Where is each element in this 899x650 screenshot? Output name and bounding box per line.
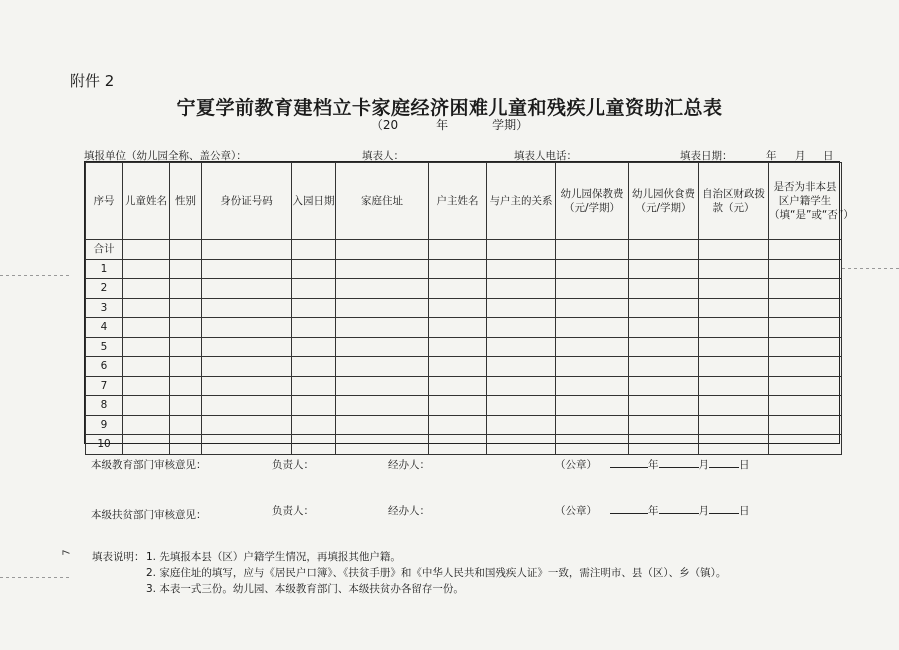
table-cell [699, 357, 769, 377]
table-cell [699, 415, 769, 435]
table-cell [699, 240, 769, 260]
meta-unit: 填报单位（幼儿园全称、盖公章）： [84, 150, 247, 162]
table-cell [629, 279, 699, 299]
table-cell [292, 240, 336, 260]
edu-date-day: 日 [739, 459, 750, 471]
table-cell [556, 337, 629, 357]
table-cell [170, 318, 202, 338]
header-nonlocal-household: 是否为非本县区户籍学生（填“是”或“否”） [769, 163, 842, 240]
table-cell [170, 357, 202, 377]
table-cell [292, 279, 336, 299]
meta-phone: 填表人电话： [514, 150, 577, 162]
table-cell [202, 240, 292, 260]
table-cell [769, 435, 842, 455]
fold-mark-left [0, 275, 70, 276]
table-cell [123, 415, 170, 435]
table-cell [123, 435, 170, 455]
header-relation: 与户主的关系 [487, 163, 556, 240]
table-cell [336, 279, 429, 299]
table-cell [202, 415, 292, 435]
meta-day: 日 [823, 150, 834, 162]
table-cell [699, 318, 769, 338]
table-cell [202, 279, 292, 299]
table-cell [629, 357, 699, 377]
table-cell [292, 337, 336, 357]
table-cell [292, 357, 336, 377]
row-label: 9 [86, 415, 123, 435]
table-cell [170, 298, 202, 318]
header-region-funding: 自治区财政拨款（元） [699, 163, 769, 240]
table-cell [429, 337, 487, 357]
table-cell [556, 357, 629, 377]
table-cell [336, 298, 429, 318]
header-address: 家庭住址 [336, 163, 429, 240]
table-cell [123, 298, 170, 318]
table-cell [123, 396, 170, 416]
meta-year: 年 [766, 150, 777, 162]
header-id-number: 身份证号码 [202, 163, 292, 240]
table-cell [769, 376, 842, 396]
note-item-1: 1. 先填报本县（区）户籍学生情况，再填报其他户籍。 [146, 551, 401, 563]
table-row [86, 435, 842, 455]
poverty-date-year: 年 [648, 505, 659, 517]
table-cell [336, 240, 429, 260]
table-cell [429, 318, 487, 338]
table-cell [123, 259, 170, 279]
row-label: 合计 [86, 240, 123, 260]
header-gender: 性别 [170, 163, 202, 240]
table-cell [170, 396, 202, 416]
table-cell [429, 298, 487, 318]
note-item-3: 3. 本表一式三份。幼儿园、本级教育部门、本级扶贫办各留存一份。 [146, 583, 464, 595]
meta-month: 月 [795, 150, 806, 162]
table-cell [170, 337, 202, 357]
meta-date: 填表日期： [680, 150, 733, 162]
table-cell [336, 435, 429, 455]
table-cell [556, 396, 629, 416]
table-cell [769, 259, 842, 279]
header-index: 序号 [86, 163, 123, 240]
table-cell [292, 396, 336, 416]
table-cell [699, 298, 769, 318]
table-row [86, 318, 842, 338]
table-cell [123, 318, 170, 338]
table-cell [487, 415, 556, 435]
table-cell [336, 357, 429, 377]
table-cell [292, 435, 336, 455]
table-cell [202, 337, 292, 357]
table-cell [202, 376, 292, 396]
row-label: 1 [86, 259, 123, 279]
table-cell [699, 435, 769, 455]
table-cell [202, 298, 292, 318]
table-cell [769, 357, 842, 377]
header-meal-fee: 幼儿园伙食费（元/学期） [629, 163, 699, 240]
table-cell [336, 318, 429, 338]
table-cell [123, 376, 170, 396]
subtitle-year: 年 [436, 118, 449, 132]
table-cell [699, 376, 769, 396]
table-cell [556, 240, 629, 260]
page-mark: 7 [61, 549, 73, 556]
fold-mark-left-lower [0, 577, 70, 578]
fold-mark-right [842, 268, 899, 269]
table-cell [429, 415, 487, 435]
table-cell [487, 318, 556, 338]
edu-handler: 经办人： [388, 459, 430, 471]
row-label: 7 [86, 376, 123, 396]
table-cell [202, 318, 292, 338]
table-cell [336, 415, 429, 435]
table-cell [629, 259, 699, 279]
row-label: 10 [86, 435, 123, 455]
page-title: 宁夏学前教育建档立卡家庭经济困难儿童和残疾儿童资助汇总表 [176, 97, 723, 119]
table-cell [769, 396, 842, 416]
edu-date-year: 年 [648, 459, 659, 471]
edu-seal: （公章） [555, 459, 597, 471]
table-cell [429, 396, 487, 416]
table-cell [769, 415, 842, 435]
header-child-name: 儿童姓名 [123, 163, 170, 240]
header-enroll-date: 入园日期 [292, 163, 336, 240]
table-header-row [86, 163, 842, 240]
table-cell [487, 337, 556, 357]
edu-leader: 负责人： [272, 459, 314, 471]
table-cell [123, 357, 170, 377]
total-row [86, 240, 842, 260]
table-cell [699, 396, 769, 416]
table-row [86, 259, 842, 279]
notes-list [146, 549, 726, 597]
table-cell [556, 318, 629, 338]
meta-filler: 填表人： [362, 150, 404, 162]
table-cell [202, 435, 292, 455]
table-cell [556, 415, 629, 435]
notes-label: 填表说明： [92, 551, 145, 563]
table-cell [429, 279, 487, 299]
table-row [86, 279, 842, 299]
table-cell [487, 279, 556, 299]
row-label: 8 [86, 396, 123, 416]
table-cell [487, 240, 556, 260]
table-cell [487, 376, 556, 396]
table-cell [629, 240, 699, 260]
poverty-seal: （公章） [555, 505, 597, 517]
table-cell [699, 259, 769, 279]
row-label: 5 [86, 337, 123, 357]
table-cell [292, 259, 336, 279]
table-cell [769, 318, 842, 338]
table-cell [487, 357, 556, 377]
edu-dept-review: 本级教育部门审核意见： [91, 459, 207, 471]
poverty-date-month: 月 [698, 505, 709, 517]
table-cell [123, 240, 170, 260]
table-cell [556, 435, 629, 455]
row-label: 4 [86, 318, 123, 338]
table-row [86, 337, 842, 357]
table-cell [629, 415, 699, 435]
table-cell [487, 259, 556, 279]
edu-date [610, 457, 750, 472]
row-label: 3 [86, 298, 123, 318]
table-cell [487, 435, 556, 455]
poverty-dept-review: 本级扶贫部门审核意见： [91, 509, 207, 521]
poverty-leader: 负责人： [272, 505, 314, 517]
table-cell [202, 259, 292, 279]
table-cell [170, 279, 202, 299]
attachment-label: 附件 2 [70, 72, 115, 90]
table-cell [629, 337, 699, 357]
row-label: 2 [86, 279, 123, 299]
table-cell [769, 298, 842, 318]
table-row [86, 376, 842, 396]
table-cell [629, 396, 699, 416]
table-cell [487, 396, 556, 416]
table-cell [202, 357, 292, 377]
poverty-handler: 经办人： [388, 505, 430, 517]
table-cell [170, 435, 202, 455]
table-cell [202, 396, 292, 416]
subtitle-term: 学期） [492, 118, 529, 132]
poverty-date [610, 503, 750, 518]
table-cell [292, 415, 336, 435]
table-cell [123, 337, 170, 357]
table-cell [336, 337, 429, 357]
table-cell [556, 376, 629, 396]
table-cell [170, 376, 202, 396]
edu-date-month: 月 [698, 459, 709, 471]
table-cell [429, 259, 487, 279]
table-cell [336, 259, 429, 279]
table-cell [699, 279, 769, 299]
table-cell [629, 298, 699, 318]
table-cell [170, 240, 202, 260]
table-cell [769, 240, 842, 260]
table-cell [170, 259, 202, 279]
table-cell [292, 298, 336, 318]
table-cell [487, 298, 556, 318]
table-cell [629, 376, 699, 396]
header-householder: 户主姓名 [429, 163, 487, 240]
table-cell [170, 415, 202, 435]
table-cell [292, 376, 336, 396]
table-cell [292, 318, 336, 338]
table-row [86, 415, 842, 435]
table-cell [336, 396, 429, 416]
table-cell [769, 279, 842, 299]
table-cell [556, 279, 629, 299]
table-row [86, 357, 842, 377]
subsidy-summary-table [84, 161, 854, 451]
table-cell [769, 337, 842, 357]
poverty-date-day: 日 [739, 505, 750, 517]
table-cell [699, 337, 769, 357]
table-cell [429, 435, 487, 455]
note-item-2: 2. 家庭住址的填写，应与《居民户口簿》、《扶贫手册》和《中华人民共和国残疾人证》一致，需注明市、县（区）、乡（镇）。 [146, 567, 727, 579]
table-cell [123, 279, 170, 299]
table-cell [336, 376, 429, 396]
table-row [86, 298, 842, 318]
table-cell [629, 435, 699, 455]
subtitle-open: （20 [370, 118, 399, 132]
header-tuition-fee: 幼儿园保教费（元/学期） [556, 163, 629, 240]
table-cell [429, 376, 487, 396]
table-cell [629, 318, 699, 338]
table-cell [556, 298, 629, 318]
table-cell [429, 240, 487, 260]
table-cell [556, 259, 629, 279]
table-cell [429, 357, 487, 377]
table-row [86, 396, 842, 416]
row-label: 6 [86, 357, 123, 377]
subtitle [0, 116, 899, 133]
